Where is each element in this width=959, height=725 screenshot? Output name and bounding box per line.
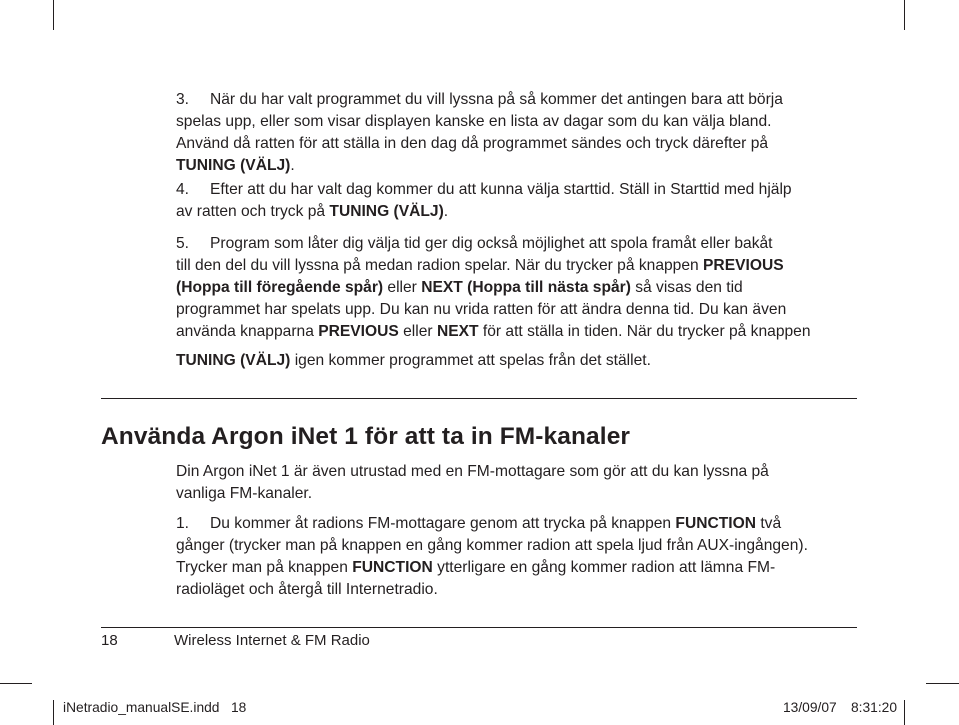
- section-intro: [176, 461, 876, 505]
- step-4-line-1: 4. Efter att du har valt dag kommer du att kunna välja starttid. Ställ in Starttid med hjälp: [176, 179, 876, 201]
- step-5-number: 5.: [176, 235, 190, 252]
- slug-time: 8:31:20: [851, 700, 898, 715]
- step-1-line-3: Trycker man på knappen FUNCTION ytterligare en gång kommer radion att lämna FM-: [176, 559, 776, 576]
- step-3-line-2: spelas upp, eller som visar displayen kanske en lista av dagar som du kan välja bland.: [176, 113, 772, 130]
- step-3-number: 3.: [176, 91, 190, 108]
- step-1: [176, 513, 876, 601]
- step-1-line-1: 1. Du kommer åt radions FM-mottagare genom att trycka på knappen FUNCTION två: [176, 513, 876, 535]
- step-3: [176, 89, 876, 177]
- footer-title: Wireless Internet & FM Radio: [174, 632, 370, 649]
- step-5-line-3: (Hoppa till föregående spår) eller NEXT (Hoppa till nästa spår) så visas den tid: [176, 279, 743, 296]
- footer-page-number: 18: [101, 632, 118, 649]
- section-divider: [101, 398, 857, 399]
- section-intro-line-2: vanliga FM-kanaler.: [176, 485, 313, 502]
- step-1-number: 1.: [176, 515, 190, 532]
- crop-mark-bottom-left-h: [0, 683, 32, 684]
- footer-rule: [101, 627, 857, 628]
- crop-mark-bottom-right-v: [904, 700, 905, 725]
- step-3-line-1: 3. När du har valt programmet du vill lyssna på så kommer det antingen bara att börja: [176, 89, 876, 111]
- step-1-line-2: gånger (trycker man på knappen en gång kommer radion att spela ljud från AUX-ingången).: [176, 537, 808, 554]
- step-5-line-6: TUNING (VÄLJ) igen kommer programmet att spelas från det stället.: [176, 352, 651, 369]
- step-5-line-2: till den del du vill lyssna på medan radion spelar. När du trycker på knappen PREVIOUS: [176, 257, 784, 274]
- section-heading: Använda Argon iNet 1 för att ta in FM-kanaler: [101, 423, 631, 450]
- step-4-number: 4.: [176, 181, 190, 198]
- slug-date: 13/09/07: [783, 700, 837, 715]
- step-4-line-2: av ratten och tryck på TUNING (VÄLJ).: [176, 203, 449, 220]
- crop-mark-bottom-right-h: [926, 683, 959, 684]
- section-intro-line-1: Din Argon iNet 1 är även utrustad med en FM-mottagare som gör att du kan lyssna på: [176, 463, 769, 480]
- crop-mark-top-right: [904, 0, 905, 30]
- step-3-line-4: TUNING (VÄLJ).: [176, 157, 295, 174]
- step-5-line-1: 5. Program som låter dig välja tid ger dig också möjlighet att spola framåt eller bakåt: [176, 233, 876, 255]
- step-5-line-5: använda knapparna PREVIOUS eller NEXT för att ställa in tiden. När du trycker på knappen: [176, 323, 811, 340]
- step-3-line-3: Använd då ratten för att ställa in den dag då programmet sändes och tryck därefter på: [176, 135, 769, 152]
- step-5: [176, 233, 876, 372]
- step-1-line-4: radioläget och återgå till Internetradio.: [176, 581, 438, 598]
- crop-mark-bottom-left-v: [53, 700, 54, 725]
- crop-mark-top-left: [53, 0, 54, 30]
- step-4: [176, 179, 876, 223]
- step-5-line-4: programmet har spelats upp. Du kan nu vrida ratten för att ändra denna tid. Du kan även: [176, 301, 787, 318]
- slug-filename: iNetradio_manualSE.indd 18: [63, 700, 247, 715]
